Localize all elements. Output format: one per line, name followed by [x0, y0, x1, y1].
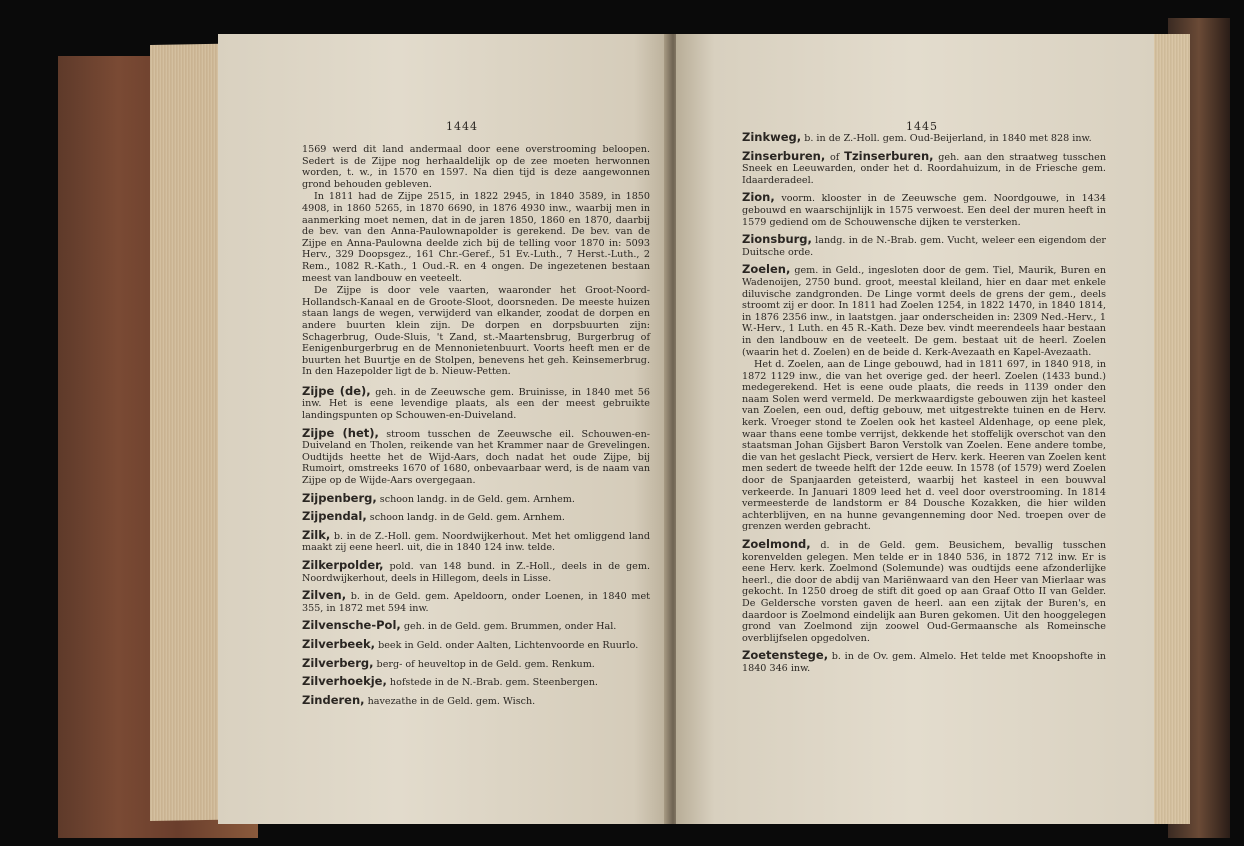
entry-body: geh. in de Zeeuwsche gem. Bruinisse, in 1840 met 56 inw. Het is eene levendige plaats, als een der meest gebruikte landingspunten op Schouwen-en-Duiveland.	[302, 386, 651, 422]
entry-headword: Zijpendal,	[302, 509, 367, 524]
entry	[742, 650, 1106, 674]
entry-body: berg- of heuveltop in de Geld. gem. Renkum.	[373, 658, 595, 670]
page-number: 1445	[906, 120, 938, 133]
entry-headword: Zilverhoekje,	[302, 674, 387, 689]
entry	[742, 539, 1106, 644]
entry-body: beek in Geld. onder Aalten, Lichtenvoorde en Ruurlo.	[375, 639, 639, 651]
entry-headword: Zilven,	[302, 588, 347, 603]
page-number: 1444	[446, 120, 478, 133]
entry-headword: Zionsburg,	[742, 232, 812, 247]
entry-headword: Zoelmond,	[742, 537, 811, 551]
entry-headword: Zilk,	[302, 527, 331, 542]
entry-body: voorm. klooster in de Zeeuwsche gem. Noordgouwe, in 1434 gebouwd en waarschijnlijk in 1575 verwoest. Een deel der muren heeft in 1579 gediend om de Schouwensche dijken te versterken.	[742, 193, 1106, 228]
open-book	[40, 14, 1230, 842]
entry-headword: Zijpenberg,	[302, 490, 377, 505]
paragraph: Het d. Zoelen, aan de Linge gebouwd, had in 1811 697, in 1840 918, in 1872 1129 inw., die van het overige ged. der heerl. Zoelen (1433 bund.) medegerekend. Het is eene oude plaats, die reeds in 1139 onder den naam Solen werd vermeld. De merkwaardigste gebouwen zijn het kasteel van Zoelen, een oud, deftig gebouw, met uitgestrekte tuinen en de Herv. kerk. Vroeger stond te Zoelen ook het kasteel Aldenhage, op eene plek, waar thans eene tombe verrijst, dekkende het stoffelijk overschot van den staatsman Johan Gijsbert Baron Verstolk van Zoelen. Eene andere tombe, die van het geslacht Pieck, versiert de Herv. kerk. Heeren van Zoelen kent men sedert de tweede helft der 12de eeuw. In 1578 (of 1579) werd Zoelen door de Spanjaarden geteisterd, waarbij het kasteel in een bouwval verkeerde. In Januari 1809 leed het d. veel door overstrooming. In 1814 vermeesterde de landstorm er 84 Dousche Kozakken, die hier wilden achterblijven, en na hunne gevangenneming door Ned. troepen over de grenzen werden gebracht.	[742, 359, 1106, 533]
left-page-text	[302, 144, 650, 713]
entry	[742, 192, 1106, 228]
entry-body: geh. aan den straatweg tusschen Sneek en Leeuwarden, onder het d. Roordahuizum, in de Friesche gem. Idaarderadeel.	[742, 151, 1106, 186]
entry-body: b. in de Z.-Holl. gem. Oud-Beijerland, in 1840 met 828 inw.	[801, 133, 1092, 144]
entry-headword: Zilverbeek,	[302, 636, 376, 651]
entry	[302, 620, 650, 633]
entry	[302, 490, 650, 506]
entry-body: landg. in de N.-Brab. gem. Vucht, weleer een eigendom der Duitsche orde.	[742, 235, 1106, 258]
entry	[302, 692, 650, 708]
entry-body: d. in de Geld. gem. Beusichem, bevallig tusschen korenvelden gelegen. Men telde er in 1840 536, in 1872 712 inw. Er is eene Herv. kerk. Zoelmond (Solemunde) was oudtijds eene afzonderlijke heerl., die door de abdij van Mariënwaard van den Heer van Mierlaar was gekocht. In 1250 droeg de stift dit goed op aan Graaf Otto II van Gelder. De Geldersche vorsten gaven de heerl. aan een zijtak der Buren's, en daardoor is Zoelmond eindelijk aan Buren gekomen. Uit den hooggelegen grond van Zoelmond zijn zoowel Oud-Germaansche als Romeinsche overblijfselen opgedolven.	[742, 540, 1106, 644]
entry-body: schoon landg. in de Geld. gem. Arnhem.	[376, 493, 575, 505]
entry-headword: Zoetenstege,	[742, 648, 829, 663]
entry-body: b. in de Geld. gem. Apeldoorn, onder Loenen, in 1840 met 355, in 1872 met 594 inw.	[302, 591, 650, 614]
entry-headword: Zilverberg,	[302, 655, 374, 670]
entry	[742, 234, 1106, 258]
entry-body: b. in de Z.-Holl. gem. Noordwijkerhout. Met het omliggend land maakt zij eene heerl. uit, die in 1840 124 inw. telde.	[302, 530, 650, 554]
entry	[302, 636, 650, 652]
right-page-text	[742, 132, 1106, 681]
entry-body: stroom tusschen de Zeeuwsche eil. Schouwen-en-Duiveland en Tholen, reikende van het Krammer naar de Grevelingen. Oudtijds heette het de Wijd-Aars, doch nadat het oude Zijpe, bij Rumoirt, omstreeks 1670 of 1680, onbevaarbaar werd, is de naam van Zijpe op de Wijde-Aars overgegaan.	[302, 428, 650, 487]
entry	[742, 264, 1106, 358]
paragraph: 1569 werd dit land andermaal door eene overstrooming beloopen. Sedert is de Zijpe nog herhaaldelijk op de zee moeten herwonnen worden, t. w., in 1570 en 1597. Na dien tijd is deze aangewonnen grond behouden gebleven.	[302, 144, 650, 190]
entry-body: havezathe in de Geld. gem. Wisch.	[364, 695, 536, 707]
entry-headword: Zijpe (de),	[302, 383, 371, 398]
paragraph: In 1811 had de Zijpe 2515, in 1822 2945, in 1840 3589, in 1850 4908, in 1860 5265, in 1870 6690, in 1876 4930 inw., waarbij men in aanmerking moet nemen, dat in de jaren 1850, 1860 en 1870, daarbij de bev. van den Anna-Paulownapolder is gerekend. De bev. van de Zijpe en Anna-Paulowna deelde zich bij de telling voor 1870 in: 5093 Herv., 329 Doopsgez., 161 Chr.-Geref., 51 Ev.-Luth., 7 Herst.-Luth., 2 Rem., 1082 R.-Kath., 1 Oud.-R. en 4 ongen. De ingezetenen bestaan meest van landbouw en veeteelt.	[302, 191, 650, 284]
entry-headword: Zinderen,	[302, 692, 365, 707]
entry-headword: Zilvensche-Pol,	[302, 618, 401, 633]
entry	[302, 590, 650, 614]
entry-body: geh. in de Geld. gem. Brummen, onder Hal.	[400, 621, 617, 633]
entry-headword-variant: Tzinserburen,	[844, 148, 934, 163]
entry-headword: Zion,	[742, 190, 775, 205]
entry-headword: Zinserburen,	[742, 148, 826, 163]
page-edges-right	[1150, 34, 1190, 824]
entry-headword: Zilkerpolder,	[302, 558, 384, 572]
entry	[302, 425, 650, 487]
entry-headword: Zoelen,	[742, 262, 791, 277]
entry-body: gem. in Geld., ingesloten door de gem. Tiel, Maurik, Buren en Wadenoijen, 2750 bund. groot, meestal kleiland, hier en daar met enkele diluvische zandgronden. De Linge vormt deels de grens der gem., deels stroomt zij er door. In 1811 had Zoelen 1254, in 1822 1470, in 1840 1814, in 1876 2356 inw., in laatstgen. jaar onderscheiden in: 2309 Ned.-Herv., 1 W.-Herv., 1 Luth. en 45 R.-Kath. Deze bev. vindt meerendeels haar bestaan in den landbouw en de veeteelt. De gem. bestaat uit de heerl. Zoelen (waarin het d. Zoelen) en de beide d. Kerk-Avezaath en Kapel-Avezaath.	[742, 265, 1106, 358]
entry-body: pold. van 148 bund. in Z.-Holl., deels in de gem. Noordwijkerhout, deels in Hillegom, deels in Lisse.	[302, 561, 650, 584]
entry-body: hofstede in de N.-Brab. gem. Steenbergen.	[386, 677, 598, 689]
entry	[302, 655, 650, 671]
entry	[302, 383, 651, 422]
right-page	[676, 34, 1154, 824]
entry	[742, 132, 1106, 145]
entry-headword: Zijpe (het),	[302, 425, 379, 440]
left-page	[218, 34, 670, 824]
entry	[302, 560, 650, 584]
entry-body: schoon landg. in de Geld. gem. Arnhem.	[366, 512, 565, 524]
entry-body: b. in de Ov. gem. Almelo. Het telde met Knoopshofte in 1840 346 inw.	[742, 651, 1106, 674]
entry	[302, 527, 650, 554]
entry	[742, 148, 1106, 187]
entry	[302, 511, 650, 524]
entry-headword: Zinkweg,	[742, 130, 802, 144]
entry	[302, 676, 650, 689]
paragraph: De Zijpe is door vele vaarten, waaronder het Groot-Noord-Hollandsch-Kanaal en de Groote-Sloot, doorsneden. De meeste huizen staan langs de wegen, verwijderd van elkander, zoodat de dorpen en andere buurten klein zijn. De dorpen en dorpsbuurten zijn: Schagerbrug, Oude-Sluis, 't Zand, st.-Maartensbrug, Burgerbrug of Eenigenburgerbrug en de Mennonietenbuurt. Voorts heeft men er de buurten het Buurtje en de Stolpen, benevens het geh. Keinsemerbrug. In den Hazepolder ligt de b. Nieuw-Petten.	[302, 285, 650, 378]
entry-body: of	[825, 151, 845, 163]
